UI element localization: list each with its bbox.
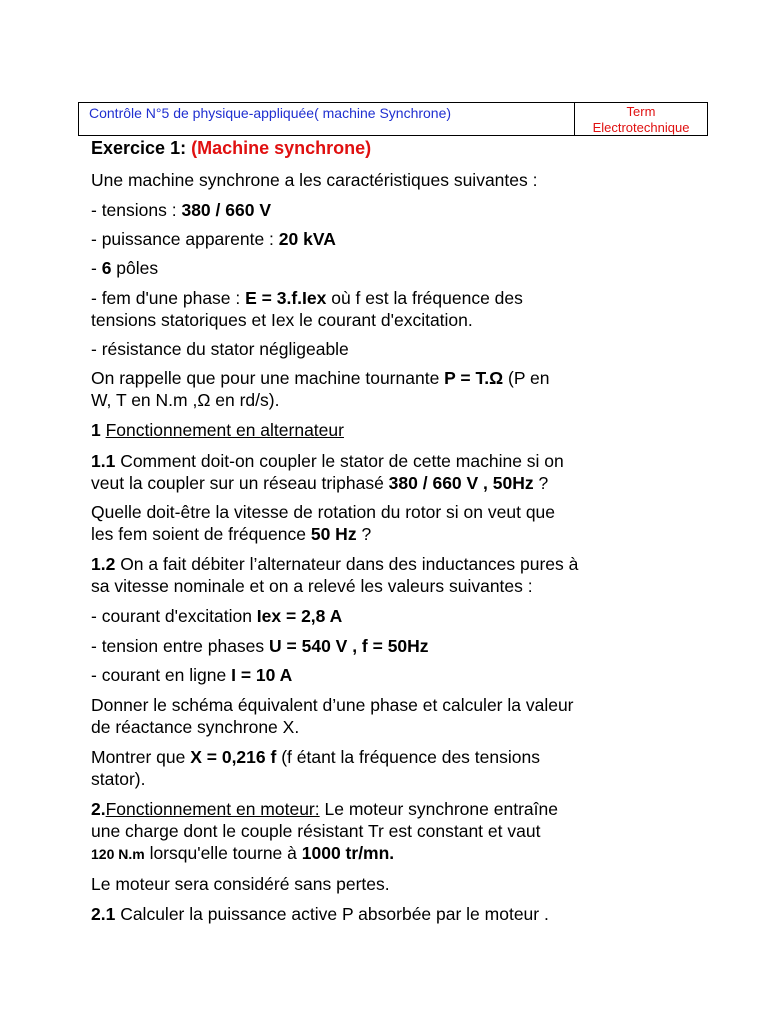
spec-poles-prefix: - (91, 258, 102, 278)
rappel (91, 367, 550, 411)
q12-text-2: sa vitesse nominale et on a relevé les valeurs suivantes : (91, 576, 533, 596)
spec-power-value: 20 kVA (278, 229, 336, 249)
rappel-text-3: W, T en N.m ,Ω en rd/s). (91, 390, 280, 410)
class-label-line2: Electrotechnique (592, 120, 690, 135)
measure-iex (91, 605, 342, 627)
measure-u (91, 635, 429, 657)
intro-line: Une machine synchrone a les caractéristiques suivantes : (91, 170, 538, 190)
spec-fem-rest-1: où f est la fréquence des (326, 288, 523, 308)
section2-torque-value: 120 N.m (91, 846, 145, 862)
section2 (91, 798, 558, 865)
header-table (78, 102, 708, 136)
q11b-value: 50 Hz (310, 524, 357, 544)
q21-number: 2.1 (91, 904, 116, 924)
rappel-text-1: On rappelle que pour une machine tournante (91, 368, 445, 388)
question-1-1 (91, 450, 564, 494)
measure-i (91, 664, 292, 686)
section2-title: Fonctionnement en moteur: (105, 799, 320, 819)
spec-tensions (91, 199, 271, 221)
measure-i-value: I = 10 A (231, 665, 293, 685)
spec-poles-value: 6 (101, 258, 112, 278)
spec-fem-formula: E = 3.f.Iex (245, 288, 327, 308)
question-1-1-b (91, 501, 555, 545)
section2-text-2: une charge dont le couple résistant Tr est constant et vaut (91, 821, 541, 841)
spec-power-label: - puissance apparente : (91, 229, 279, 249)
section2-text-3: lorsqu'elle tourne à (144, 843, 302, 863)
class-label-line1: Term (626, 104, 656, 119)
exercise-title: (Machine synchrone) (191, 138, 372, 158)
spec-fem-rest-2: tensions statoriques et Iex le courant d'excitation. (91, 310, 473, 330)
montrer-text-2: (f étant la fréquence des tensions (276, 747, 540, 767)
measure-iex-value: Iex = 2,8 A (256, 606, 343, 626)
spec-power (91, 228, 336, 250)
q11b-text-1: Quelle doit-être la vitesse de rotation du rotor si on veut que (91, 502, 556, 522)
montrer-text-3: stator). (91, 769, 146, 789)
question-2-1 (91, 903, 549, 925)
q11-number: 1.1 (91, 451, 116, 471)
spec-fem-label: - fem d'une phase : (91, 288, 246, 308)
rappel-formula: P = T.Ω (444, 368, 504, 388)
exam-title: Contrôle N°5 de physique-appliquée( machine Synchrone) (79, 103, 575, 135)
question-1-2 (91, 553, 578, 597)
measure-u-value: U = 540 V , f = 50Hz (269, 636, 429, 656)
section2-text-1: Le moteur synchrone entraîne (319, 799, 558, 819)
q11-text-1: Comment doit-on coupler le stator de cette machine si on (115, 451, 564, 471)
donner-text-2: de réactance synchrone X. (91, 717, 300, 737)
q11-end: ? (533, 473, 549, 493)
spec-tensions-value: 380 / 660 V (181, 200, 271, 220)
montrer-text-1: Montrer que (91, 747, 191, 767)
q12-text-1: On a fait débiter l’alternateur dans des inductances pures à (115, 554, 579, 574)
q21-text: Calculer la puissance active P absorbée par le moteur . (115, 904, 549, 924)
donner-instruction (91, 694, 574, 738)
exercise-label: Exercice 1: (91, 138, 187, 158)
q11b-end: ? (356, 524, 372, 544)
measure-u-label: - tension entre phases (91, 636, 270, 656)
section1-title: Fonctionnement en alternateur (105, 420, 344, 440)
montrer-value: X = 0,216 f (190, 747, 277, 767)
q12-number: 1.2 (91, 554, 116, 574)
donner-text-1: Donner le schéma équivalent d’une phase et calculer la valeur (91, 695, 574, 715)
sans-pertes: Le moteur sera considéré sans pertes. (91, 874, 390, 894)
q11-value: 380 / 660 V , 50Hz (388, 473, 534, 493)
section1-heading (91, 419, 344, 441)
measure-iex-label: - courant d'excitation (91, 606, 257, 626)
measure-i-label: - courant en ligne (91, 665, 232, 685)
section2-speed-value: 1000 tr/mn. (301, 843, 395, 863)
spec-resistance: - résistance du stator négligeable (91, 339, 349, 359)
spec-tensions-label: - tensions : (91, 200, 182, 220)
q11b-text-2: les fem soient de fréquence (91, 524, 311, 544)
spec-poles-suffix: pôles (111, 258, 159, 278)
rappel-text-2: (P en (503, 368, 550, 388)
exercise-heading (91, 137, 371, 159)
class-label (575, 103, 707, 135)
section2-number: 2. (91, 799, 106, 819)
spec-fem (91, 287, 523, 331)
spec-poles (91, 257, 158, 279)
section1-number: 1 (91, 420, 101, 440)
q11-text-2: veut la coupler sur un réseau triphasé (91, 473, 389, 493)
montrer-instruction (91, 746, 540, 790)
